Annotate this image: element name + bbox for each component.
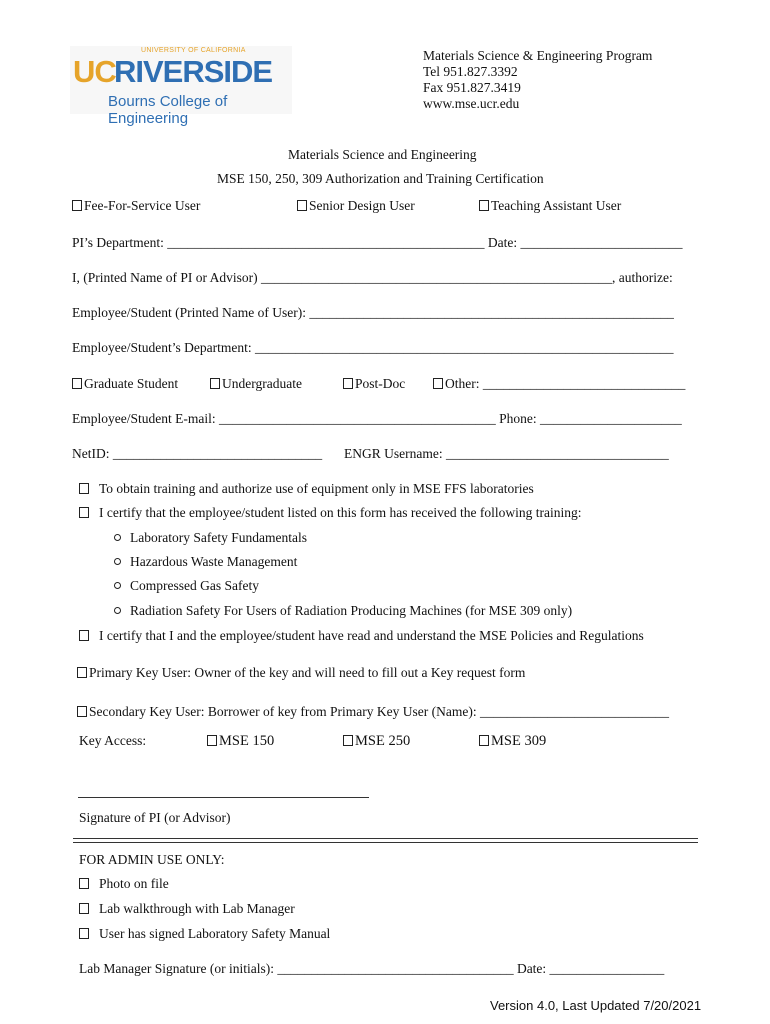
key-mse250-label: MSE 250 xyxy=(355,733,411,749)
netid-field[interactable]: NetID: _______________________________ xyxy=(72,446,323,461)
cert-ffs-item[interactable] xyxy=(79,481,534,497)
graduate-student-label: Graduate Student xyxy=(84,376,179,391)
contact-tel: Tel 951.827.3392 xyxy=(423,64,518,79)
postdoc-option[interactable] xyxy=(343,376,405,392)
pi-name-field[interactable]: I, (Printed Name of PI or Advisor) ____________________________________________________, authorize: xyxy=(72,270,673,285)
training-label: Hazardous Waste Management xyxy=(130,554,298,569)
key-mse309-label: MSE 309 xyxy=(491,733,547,749)
admin-heading: FOR ADMIN USE ONLY: xyxy=(79,852,225,867)
pi-signature-label: Signature of PI (or Advisor) xyxy=(79,810,231,825)
admin-item-label: User has signed Laboratory Safety Manual xyxy=(99,926,331,941)
training-list-item xyxy=(114,554,297,570)
undergraduate-label: Undergraduate xyxy=(222,376,302,391)
checkbox[interactable] xyxy=(79,483,89,494)
training-label: Radiation Safety For Users of Radiation Producing Machines (for MSE 309 only) xyxy=(130,603,573,618)
checkbox[interactable] xyxy=(72,378,82,389)
logo-college-text: Bourns College of Engineering xyxy=(108,93,228,127)
email-phone-field[interactable]: Employee/Student E-mail: _________________________________________ Phone: _____________________ xyxy=(72,411,682,426)
form-title-line2: MSE 150, 250, 309 Authorization and Training Certification xyxy=(217,171,544,186)
checkbox[interactable] xyxy=(433,378,443,389)
circle-bullet-icon xyxy=(114,534,121,541)
form-title-line1: Materials Science and Engineering xyxy=(288,147,477,162)
cert-policies-label: I certify that I and the employee/student have read and understand the MSE Policies and Regulations xyxy=(99,628,644,643)
pi-department-field[interactable]: PI’s Department: _______________________________________________ Date: ________________________ xyxy=(72,235,683,250)
checkbox[interactable] xyxy=(79,928,89,939)
primary-key-label: Primary Key User: Owner of the key and will need to fill out a Key request form xyxy=(89,665,526,680)
engr-username-field[interactable]: ENGR Username: _________________________________ xyxy=(344,446,669,461)
checkbox[interactable] xyxy=(79,507,89,518)
key-access-label: Key Access: xyxy=(79,733,147,748)
cert-training-item[interactable] xyxy=(79,505,582,521)
key-mse150-option[interactable] xyxy=(207,733,274,749)
other-label: Other: ______________________________ xyxy=(445,376,686,391)
admin-walkthrough-item[interactable] xyxy=(79,901,295,917)
undergraduate-option[interactable] xyxy=(210,376,302,392)
checkbox[interactable] xyxy=(207,735,217,746)
version-footer: Version 4.0, Last Updated 7/20/2021 xyxy=(490,998,702,1013)
admin-divider xyxy=(73,838,698,843)
training-list-item xyxy=(114,603,572,619)
checkbox[interactable] xyxy=(79,903,89,914)
contact-program: Materials Science & Engineering Program xyxy=(423,48,653,63)
teaching-assistant-option[interactable] xyxy=(479,198,621,214)
contact-web[interactable]: www.mse.ucr.edu xyxy=(423,96,520,111)
ucr-logo xyxy=(70,46,292,127)
logo-riverside-text: RIVERSIDE xyxy=(114,54,273,89)
training-label: Compressed Gas Safety xyxy=(130,578,259,593)
graduate-student-option[interactable] xyxy=(72,376,178,392)
user-department-field[interactable]: Employee/Student’s Department: ______________________________________________________________ xyxy=(72,340,674,355)
senior-design-option[interactable] xyxy=(297,198,415,214)
checkbox[interactable] xyxy=(79,878,89,889)
user-name-field[interactable]: Employee/Student (Printed Name of User): ______________________________________________________ xyxy=(72,305,674,320)
fee-for-service-option[interactable] xyxy=(72,198,200,214)
admin-item-label: Photo on file xyxy=(99,876,169,891)
key-mse309-option[interactable] xyxy=(479,733,546,749)
teaching-assistant-label: Teaching Assistant User xyxy=(491,198,622,213)
checkbox[interactable] xyxy=(479,200,489,211)
key-mse150-label: MSE 150 xyxy=(219,733,275,749)
checkbox[interactable] xyxy=(72,200,82,211)
secondary-key-option[interactable] xyxy=(77,704,669,720)
training-list-item xyxy=(114,530,307,546)
cert-ffs-label: To obtain training and authorize use of equipment only in MSE FFS laboratories xyxy=(99,481,534,496)
contact-fax: Fax 951.827.3419 xyxy=(423,80,521,95)
senior-design-label: Senior Design User xyxy=(309,198,415,213)
training-list-item xyxy=(114,578,259,594)
checkbox[interactable] xyxy=(79,630,89,641)
admin-photo-item[interactable] xyxy=(79,876,169,892)
checkbox[interactable] xyxy=(479,735,489,746)
admin-manual-item[interactable] xyxy=(79,926,330,942)
checkbox[interactable] xyxy=(77,667,87,678)
pi-signature-line[interactable] xyxy=(78,797,369,798)
checkbox[interactable] xyxy=(343,378,353,389)
admin-item-label: Lab walkthrough with Lab Manager xyxy=(99,901,295,916)
other-option[interactable] xyxy=(433,376,685,392)
circle-bullet-icon xyxy=(114,558,121,565)
circle-bullet-icon xyxy=(114,607,121,614)
lab-manager-signature-field[interactable]: Lab Manager Signature (or initials): ___________________________________ Date: _________________ xyxy=(79,961,665,976)
circle-bullet-icon xyxy=(114,582,121,589)
logo-uc-text: UC xyxy=(73,54,116,89)
cert-training-label: I certify that the employee/student listed on this form has received the following training: xyxy=(99,505,582,520)
fee-for-service-label: Fee-For-Service User xyxy=(84,198,201,213)
key-mse250-option[interactable] xyxy=(343,733,410,749)
checkbox[interactable] xyxy=(210,378,220,389)
cert-policies-item[interactable] xyxy=(79,628,644,644)
checkbox[interactable] xyxy=(297,200,307,211)
checkbox[interactable] xyxy=(343,735,353,746)
secondary-key-label: Secondary Key User: Borrower of key from Primary Key User (Name): ____________________________ xyxy=(89,704,669,719)
postdoc-label: Post-Doc xyxy=(355,376,406,391)
checkbox[interactable] xyxy=(77,706,87,717)
training-label: Laboratory Safety Fundamentals xyxy=(130,530,307,545)
logo-university-text: UNIVERSITY OF CALIFORNIA xyxy=(141,47,246,54)
primary-key-option[interactable] xyxy=(77,665,525,681)
